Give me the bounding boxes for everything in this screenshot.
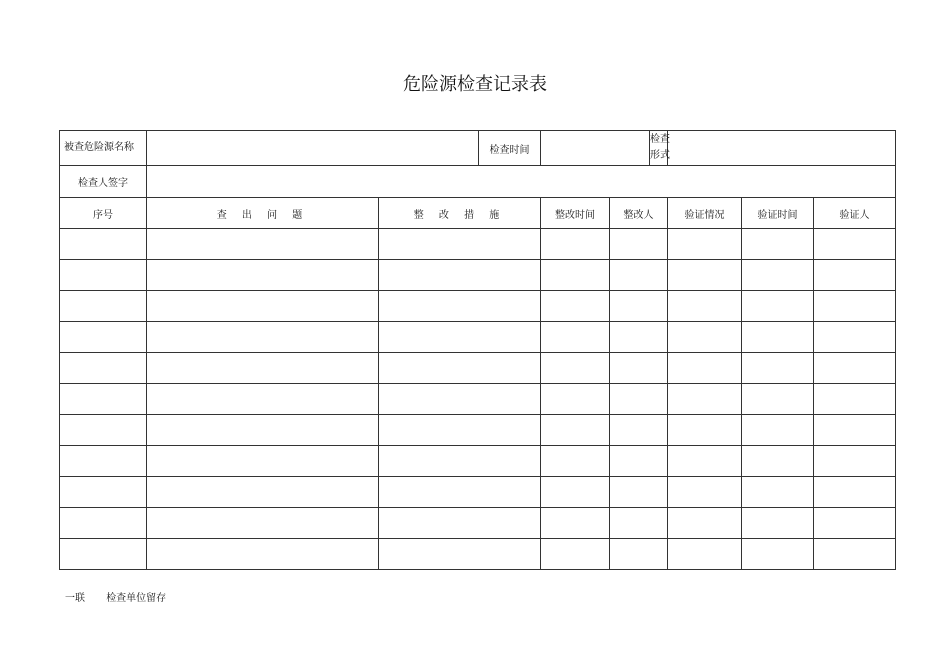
cell-rect-person[interactable] [610,477,668,508]
cell-seq[interactable] [60,322,147,353]
cell-seq[interactable] [60,477,147,508]
cell-seq[interactable] [60,539,147,570]
cell-rect-time[interactable] [541,477,610,508]
cell-seq[interactable] [60,384,147,415]
table-body [60,229,896,570]
cell-verify-time[interactable] [742,353,814,384]
cell-verify-time[interactable] [742,322,814,353]
cell-verify-status[interactable] [668,384,742,415]
cell-verify-time[interactable] [742,384,814,415]
cell-verifier[interactable] [814,477,896,508]
cell-verify-status[interactable] [668,322,742,353]
cell-issue[interactable] [147,322,379,353]
cell-rect-time[interactable] [541,260,610,291]
table-row [60,291,896,322]
cell-seq[interactable] [60,353,147,384]
cell-verify-status[interactable] [668,508,742,539]
cell-measure[interactable] [379,446,541,477]
cell-rect-person[interactable] [610,384,668,415]
cell-issue[interactable] [147,384,379,415]
cell-rect-time[interactable] [541,353,610,384]
cell-verify-time[interactable] [742,477,814,508]
cell-seq[interactable] [60,291,147,322]
cell-verifier[interactable] [814,415,896,446]
table-row [60,229,896,260]
table-row [60,384,896,415]
cell-measure[interactable] [379,322,541,353]
footer-keeper: 检查单位留存 [106,593,167,604]
cell-verifier[interactable] [814,322,896,353]
cell-issue[interactable] [147,229,379,260]
cell-verify-time[interactable] [742,539,814,570]
cell-verifier[interactable] [814,539,896,570]
cell-measure[interactable] [379,229,541,260]
cell-verifier[interactable] [814,353,896,384]
cell-verify-time[interactable] [742,508,814,539]
cell-rect-time[interactable] [541,322,610,353]
form-title: 危险源检查记录表 [403,74,547,95]
footer-copy: 一联 [65,593,85,604]
cell-rect-person[interactable] [610,291,668,322]
hazard-check-table [59,130,896,570]
cell-rect-time[interactable] [541,229,610,260]
cell-seq[interactable] [60,260,147,291]
cell-issue[interactable] [147,508,379,539]
table-row [60,508,896,539]
check-form-field[interactable] [668,131,896,166]
cell-measure[interactable] [379,508,541,539]
cell-measure[interactable] [379,539,541,570]
cell-verify-time[interactable] [742,291,814,322]
check-time-field[interactable] [541,131,650,166]
cell-measure[interactable] [379,415,541,446]
cell-seq[interactable] [60,446,147,477]
hazard-name-label: 被查危险源名称 [60,131,147,166]
table-row [60,539,896,570]
cell-rect-person[interactable] [610,260,668,291]
table-row [60,322,896,353]
cell-rect-time[interactable] [541,446,610,477]
cell-issue[interactable] [147,539,379,570]
table-row [60,415,896,446]
cell-verify-status[interactable] [668,539,742,570]
header-issue: 查 出 问 题 [147,198,379,229]
cell-seq[interactable] [60,415,147,446]
cell-seq[interactable] [60,508,147,539]
cell-issue[interactable] [147,415,379,446]
header-seq: 序号 [60,198,147,229]
header-verifier: 验证人 [814,198,896,229]
header-rect-time: 整改时间 [541,198,610,229]
cell-issue[interactable] [147,353,379,384]
table-row [60,477,896,508]
cell-rect-person[interactable] [610,322,668,353]
cell-issue[interactable] [147,477,379,508]
cell-rect-person[interactable] [610,539,668,570]
footer-note [65,589,184,604]
cell-issue[interactable] [147,291,379,322]
header-measure: 整 改 措 施 [379,198,541,229]
cell-measure[interactable] [379,353,541,384]
header-verify-status: 验证情况 [668,198,742,229]
cell-rect-time[interactable] [541,415,610,446]
table-row [60,353,896,384]
check-form-label: 检查形式 [650,131,668,166]
cell-verify-status[interactable] [668,353,742,384]
cell-verifier[interactable] [814,260,896,291]
check-time-label: 检查时间 [479,131,541,166]
cell-verifier[interactable] [814,446,896,477]
cell-measure[interactable] [379,260,541,291]
cell-measure[interactable] [379,477,541,508]
cell-verify-status[interactable] [668,260,742,291]
table-header-row [60,198,896,229]
cell-issue[interactable] [147,260,379,291]
cell-verifier[interactable] [814,508,896,539]
cell-verify-status[interactable] [668,446,742,477]
cell-rect-person[interactable] [610,446,668,477]
cell-verifier[interactable] [814,291,896,322]
cell-verify-time[interactable] [742,446,814,477]
cell-rect-person[interactable] [610,415,668,446]
cell-verifier[interactable] [814,229,896,260]
table-row [60,260,896,291]
hazard-name-field[interactable] [147,131,479,166]
cell-rect-time[interactable] [541,384,610,415]
cell-rect-person[interactable] [610,508,668,539]
cell-verify-status[interactable] [668,415,742,446]
header-rect-person: 整改人 [610,198,668,229]
cell-issue[interactable] [147,446,379,477]
cell-rect-person[interactable] [610,353,668,384]
cell-seq[interactable] [60,229,147,260]
cell-measure[interactable] [379,291,541,322]
table-row [60,446,896,477]
cell-rect-time[interactable] [541,508,610,539]
inspector-sign-field[interactable] [147,166,896,198]
cell-verify-time[interactable] [742,229,814,260]
cell-verify-status[interactable] [668,291,742,322]
cell-rect-person[interactable] [610,229,668,260]
cell-rect-time[interactable] [541,539,610,570]
cell-verifier[interactable] [814,384,896,415]
cell-measure[interactable] [379,384,541,415]
cell-rect-time[interactable] [541,291,610,322]
cell-verify-status[interactable] [668,229,742,260]
header-verify-time: 验证时间 [742,198,814,229]
inspector-sign-label: 检查人签字 [60,166,147,198]
cell-verify-time[interactable] [742,415,814,446]
cell-verify-time[interactable] [742,260,814,291]
cell-verify-status[interactable] [668,477,742,508]
